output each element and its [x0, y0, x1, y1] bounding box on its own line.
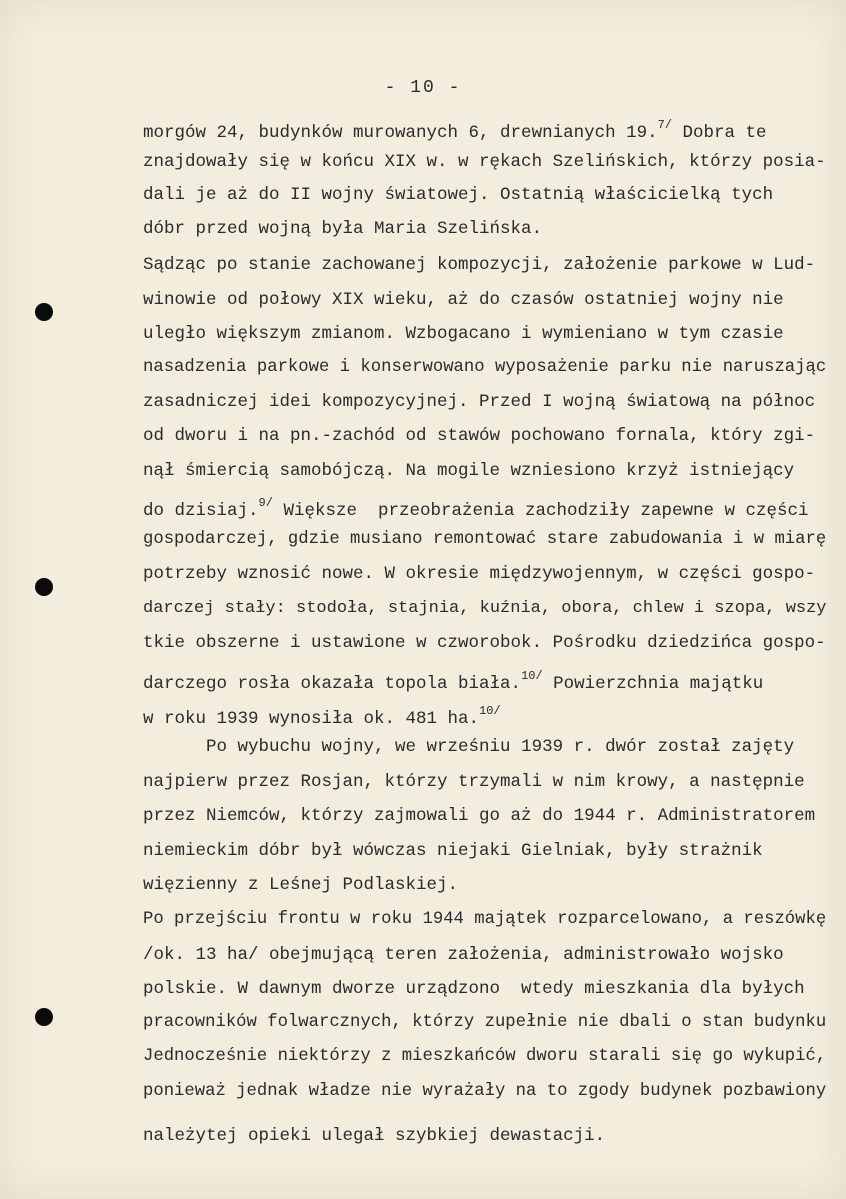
line-text: najpierw przez Rosjan, którzy trzymali w nim krowy, a następnie — [143, 772, 805, 792]
text-line — [143, 702, 501, 730]
text-line — [143, 667, 763, 695]
text-line — [143, 1081, 826, 1103]
text-line — [143, 771, 805, 793]
line-text: w roku 1939 wynosiła ok. 481 ha. — [143, 708, 480, 729]
line-text: do dzisiaj. — [143, 500, 259, 521]
text-line — [143, 425, 815, 447]
line-text: Sądząc po stanie zachowanej kompozycji, założenie parkowe w Lud- — [143, 255, 816, 275]
text-line — [143, 494, 809, 522]
text-line — [143, 289, 784, 311]
line-text: należytej opieki ulegał szybkiej dewastacji. — [143, 1126, 606, 1146]
text-line — [143, 529, 826, 551]
line-text: nasadzenia parkowe i konserwowano wyposażenie parku nie naruszając — [143, 358, 827, 377]
footnote-marker: 10/ — [521, 669, 543, 683]
footnote-marker: 10/ — [479, 704, 501, 718]
binder-hole — [35, 303, 53, 321]
line-text: dóbr przed wojną była Maria Szelińska. — [143, 219, 543, 239]
text-line — [143, 805, 815, 827]
line-text: /ok. 13 ha/ obejmującą teren założenia, administrowało wojsko — [143, 945, 784, 965]
line-text-continued: Dobra te — [672, 122, 767, 143]
text-line — [143, 460, 794, 482]
text-line — [143, 357, 826, 379]
line-text: więzienny z Leśnej Podlaskiej. — [143, 875, 459, 895]
line-text: Po wybuchu wojny, we wrześniu 1939 r. dwór został zajęty — [143, 737, 795, 757]
binder-hole — [35, 1008, 53, 1026]
text-line — [143, 874, 458, 896]
text-line — [143, 840, 763, 862]
text-line — [143, 978, 805, 1000]
line-text: uległo większym zmianom. Wzbogacano i wymieniano w tym czasie — [143, 324, 784, 344]
line-text: gospodarczej, gdzie musiano remontować stare zabudowania i w miarę — [143, 530, 827, 549]
line-text: niemieckim dóbr był wówczas niejaki Gielniak, były strażnik — [143, 841, 763, 861]
text-line — [143, 598, 827, 620]
text-line — [143, 1012, 826, 1034]
text-line — [143, 323, 784, 345]
binder-hole — [35, 578, 53, 596]
line-text: zasadniczej idei kompozycyjnej. Przed I wojną światową na północ — [143, 392, 816, 412]
footnote-marker: 7/ — [657, 118, 672, 132]
line-text-continued: Powierzchnia majątku — [542, 673, 764, 694]
line-text: Jednocześnie niektórzy z mieszkańców dworu starali się go wykupić, — [143, 1047, 827, 1066]
line-text: dali je aż do II wojny światowej. Ostatnią właścicielką tych — [143, 185, 774, 205]
text-line — [143, 218, 542, 240]
text-line — [143, 1046, 826, 1068]
line-text: pracowników folwarcznych, którzy zupełnie nie dbali o stan budynku — [143, 1013, 827, 1032]
line-text: ponieważ jednak władze nie wyrażały na to zgody budynek pozbawiony — [143, 1082, 827, 1101]
text-line — [143, 391, 815, 413]
text-line — [143, 151, 826, 173]
text-line — [143, 736, 794, 758]
line-text-continued: Większe przeobrażenia zachodziły zapewne w części — [272, 500, 809, 521]
page-number: - 10 - — [384, 78, 462, 98]
line-text: potrzeby wznosić nowe. W okresie międzywojennym, w części gospo- — [143, 564, 816, 584]
line-text: przez Niemców, którzy zajmowali go aż do 1944 r. Administratorem — [143, 806, 816, 826]
text-line — [143, 116, 767, 144]
line-text: znajdowały się w końcu XIX w. w rękach Szelińskich, którzy posia- — [143, 152, 826, 172]
text-line — [143, 254, 815, 276]
line-text: darczej stały: stodoła, stajnia, kuźnia, obora, chlew i szopa, wszy — [143, 599, 827, 618]
text-line — [143, 1125, 605, 1147]
text-line — [143, 944, 784, 966]
line-text: od dworu i na pn.-zachód od stawów pochowano fornala, który zgi- — [143, 426, 816, 446]
line-text: nął śmiercią samobójczą. Na mogile wzniesiono krzyż istniejący — [143, 461, 795, 481]
line-text: polskie. W dawnym dworze urządzono wtedy mieszkania dla byłych — [143, 979, 805, 999]
footnote-marker: 9/ — [258, 496, 273, 510]
text-line — [143, 563, 815, 585]
line-text: tkie obszerne i ustawione w czworobok. Pośrodku dziedzińca gospo- — [143, 633, 826, 653]
text-line — [143, 632, 826, 654]
line-text: Po przejściu frontu w roku 1944 majątek rozparcelowano, a reszówkę — [143, 910, 827, 929]
text-line — [143, 909, 826, 931]
line-text: winowie od połowy XIX wieku, aż do czasów ostatniej wojny nie — [143, 290, 784, 310]
line-text: morgów 24, budynków murowanych 6, drewnianych 19. — [143, 122, 658, 143]
text-line — [143, 184, 773, 206]
line-text: darczego rosła okazała topola biała. — [143, 673, 522, 694]
